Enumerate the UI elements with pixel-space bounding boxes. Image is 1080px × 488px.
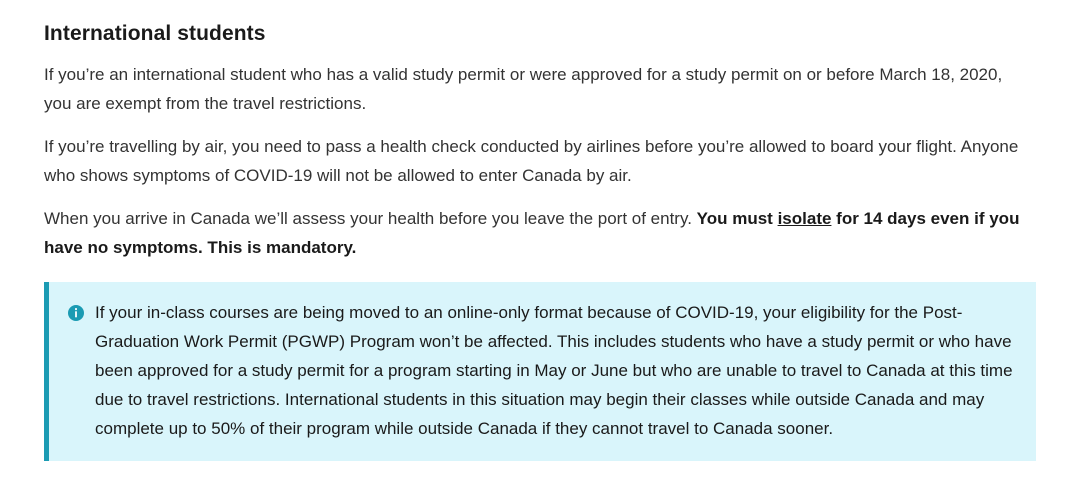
isolation-lead-text: When you arrive in Canada we’ll assess your health before you leave the port of entry.	[44, 209, 697, 228]
paragraph-air-travel-health-check: If you’re travelling by air, you need to pass a health check conducted by airlines before you’re allowed to board your flight. Anyone who shows symptoms of COVID-19 will not be allowed to enter Canada by air.	[44, 137, 1019, 185]
paragraph-study-permit-exemption: If you’re an international student who has a valid study permit or were approved for a study permit on or before March 18, 2020, you are exempt from the travel restrictions.	[44, 65, 1003, 113]
isolate-link[interactable]: isolate	[777, 209, 832, 228]
info-callout	[44, 282, 1036, 461]
isolation-bold-before-link: You must	[696, 209, 778, 228]
info-icon	[67, 304, 85, 322]
isolation-bold-after-link: for 14 days even if you have no symptoms. This is mandatory.	[44, 209, 1020, 257]
paragraph-isolation-requirement	[44, 204, 1036, 262]
page-title: International students	[44, 22, 266, 45]
callout-text: If your in-class courses are being moved to an online-only format because of COVID-19, your eligibility for the Post-Graduation Work Permit (PGWP) Program won’t be affected. This includes students who have a study permit or who have been approved for a study permit for a program starting in May or June but who are unable to travel to Canada at this time due to travel restrictions. International students in this situation may begin their classes while outside Canada and may complete up to 50% of their program while outside Canada if they cannot travel to Canada sooner.	[95, 303, 1013, 438]
